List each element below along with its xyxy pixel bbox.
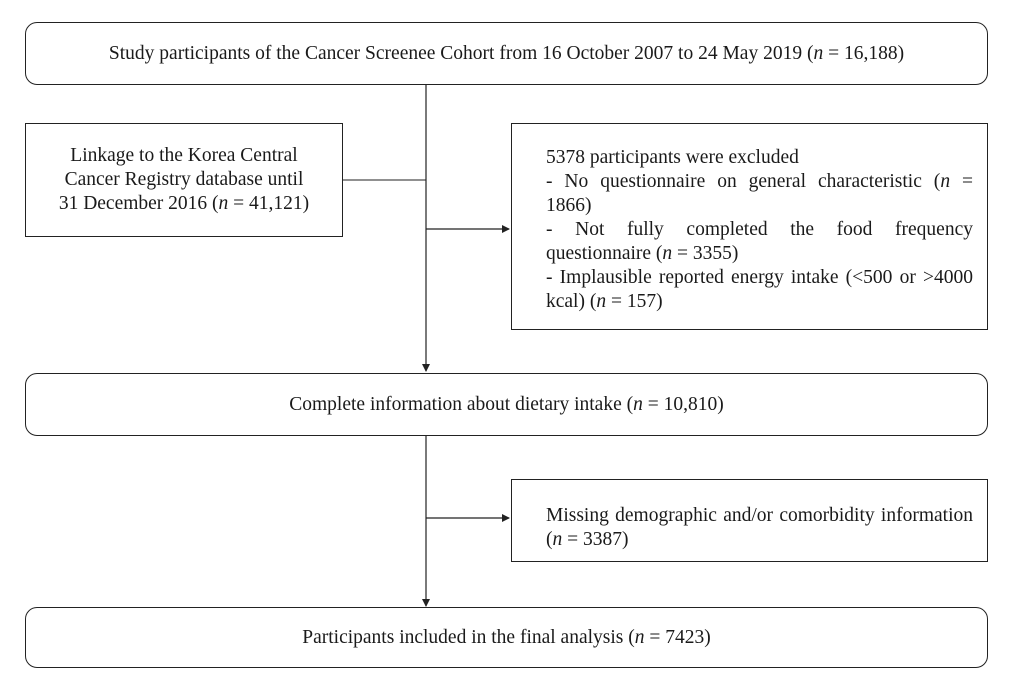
exclusion-title: 5378 participants were excluded [546, 147, 799, 168]
exclusion-item: - No questionnaire on general characteristic (n = 1866) [546, 171, 973, 216]
final-analysis-box: Participants included in the final analysis (n = 7423) [25, 607, 988, 668]
exclusion-item: - Implausible reported energy intake (<500 or >4000 kcal) (n = 157) [546, 267, 973, 312]
exclusion-box [511, 123, 988, 330]
exclusion-item: - Not fully completed the food frequency questionnaire (n = 3355) [546, 219, 973, 264]
registry-linkage-box: Linkage to the Korea Central Cancer Registry database until 31 December 2016 (n = 41,121) [25, 123, 343, 237]
study-participants-box: Study participants of the Cancer Screenee Cohort from 16 October 2007 to 24 May 2019 (n = 16,188) [25, 22, 988, 85]
dietary-intake-box: Complete information about dietary intake (n = 10,810) [25, 373, 988, 436]
missing-info-box: Missing demographic and/or comorbidity information (n = 3387) [511, 479, 988, 562]
